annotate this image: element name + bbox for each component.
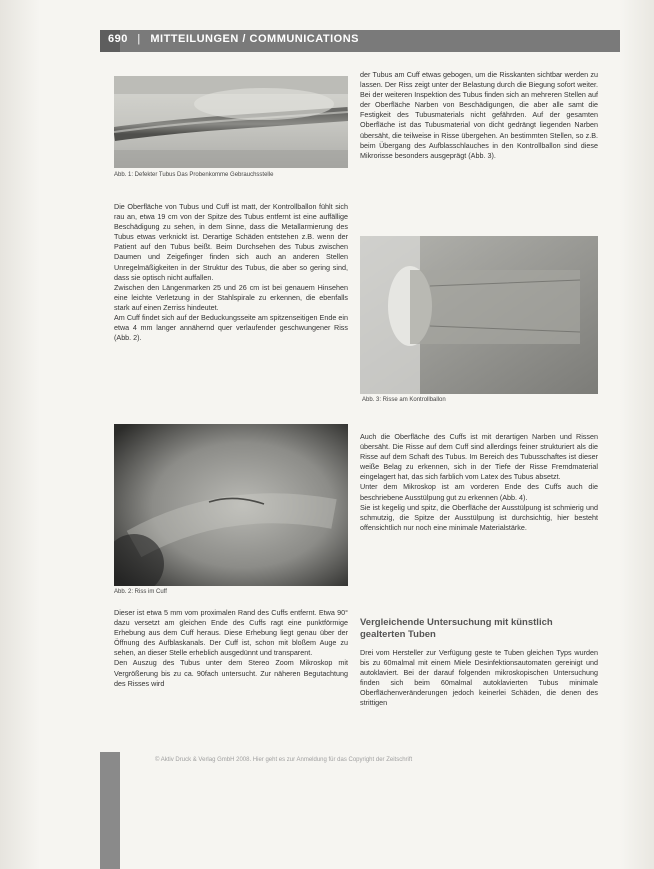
section-heading: Vergleichende Untersuchung mit künstlich gealterten Tuben	[360, 617, 553, 640]
page-number: 690	[108, 33, 128, 45]
section-name-en: COMMUNICATIONS	[249, 33, 359, 45]
right-column-body-final	[360, 648, 598, 709]
paragraph: Unter dem Mikroskop ist am vorderen Ende des Cuffs auch die beschriebene Ausstülpung gut zu erkennen (Abb. 4).	[360, 482, 598, 502]
left-column-body-continued	[114, 608, 348, 689]
right-column-body-continued	[360, 432, 598, 533]
header-separator: |	[137, 33, 141, 45]
figure-1-caption: Abb. 1: Defekter Tubus Das Probenkomme Gebrauchsstelle	[114, 172, 274, 178]
figure-3-caption: Abb. 3: Risse am Kontrollballon	[362, 397, 446, 403]
paragraph: Die Oberfläche von Tubus und Cuff ist matt, der Kontrollballon fühlt sich rau an, etwa 19 cm von der Spitze des Tubus entfernt ist eine auffällige Beschädigung zu sehen, in dem Sinne, dass die Metallarmierung des Tubus etwas verknickt ist. Derartige Schäden entstehen z.B. wenn der Patient auf den Tubus beißt. Beim Durchsehen des Tubus zwischen Daumen und Zeigefinger finden sich auch an anderen Stellen Unregelmäßigkeiten in der Struktur des Tubus, die aber so gering sind, dass sie optisch nicht auffallen.	[114, 202, 348, 282]
copyright-footer: © Aktiv Druck & Verlag GmbH 2008. Hier geht es zur Anmeldung für das Copyright der Zeitschrift	[155, 757, 413, 763]
paragraph: Sie ist kegelig und spitz, die Oberfläche der Ausstülpung ist schmierig und schmutzig, die Spitze der Ausstülpung ist durchsichtig, hier besteht offensichtlich nur noch eine minimale Materialstärke.	[360, 502, 598, 532]
figure-2-caption: Abb. 2: Riss im Cuff	[114, 589, 167, 595]
paragraph: Am Cuff findet sich auf der Beduckungsseite am spitzenseitigen Ende ein etwa 4 mm langer annähernd quer verlaufender geschwungener Riss (Abb. 2).	[114, 313, 348, 343]
paragraph: Drei vom Hersteller zur Verfügung geste te Tuben gleichen Typs wurden bis zu 60malmal mit einem Miele Desinfektionsautomaten gereinigt und autoklaviert. Bei der darauf folgenden mikroskopischen Untersuchung finden sich beim 60malmal autoklavierten Tubus minimale Oberflächenveränderungen jedoch keinerlei Schäden, die denen des strittigen	[360, 648, 598, 708]
paragraph: der Tubus am Cuff etwas gebogen, um die Risskanten sichtbar werden zu lassen. Der Riss zeigt unter der Belastung durch die Biegung sofort weiter. Bei der weiteren Inspektion des Tubus finden sich an mehreren Stellen auf der Oberfläche Narben von Beschädigungen, die aber alle samt die Festigkeit des Tubusmaterials nicht gefährden. Auf der gesamten Oberfläche ist das Tubusmaterial von dicht gedrängt liegenden Narben übersäht, die teilweise in Risse übergehen. An bestimmten Stellen, so z.B. beim Übergang des Aufblasschlauches in den Kontrollballon sind diese Mikrorisse besonders ausgeprägt (Abb. 3).	[360, 70, 598, 160]
right-column-body	[360, 70, 598, 161]
left-column-body	[114, 202, 348, 343]
figure-2-image	[114, 424, 348, 586]
paragraph: Auch die Oberfläche des Cuffs ist mit derartigen Narben und Rissen übersäht. Die Risse auf dem Cuff sind allerdings feiner strukturiert als die Risse auf dem Schaft des Tubus. Im Bereich des Tubusschaftes ist dieser weiße Belag zu erkennen, sich in der Tiefe der Risse Fremdmaterial eingelagert hat, das sich farblich vom Latex des Tubus absetzt.	[360, 432, 598, 482]
running-header: 690 | MITTEILUNGEN / COMMUNICATIONS	[108, 33, 359, 45]
section-name-de: MITTEILUNGEN	[150, 33, 239, 45]
page-margin-bar	[100, 752, 120, 869]
paragraph: Den Auszug des Tubus unter dem Stereo Zoom Mikroskop mit Vergrößerung bis zu ca. 90fach untersucht. Zur näheren Begutachtung des Risses wird	[114, 658, 348, 688]
paragraph: Zwischen den Längenmarken 25 und 26 cm ist bei genauem Hinsehen eine leichte Verletzung in der Stahlspirale zu erkennen, die ebenfalls stark auf einen Zerriss hindeutet.	[114, 282, 348, 312]
paragraph: Dieser ist etwa 5 mm vom proximalen Rand des Cuffs entfernt. Etwa 90° dazu versetzt am gleichen Ende des Cuffs ragt eine punktförmige Erhebung aus dem Cuff heraus. Diese Erhebung liegt genau über der Öffnung des Aufblaskanals. Der Cuff ist, schon mit bloßem Auge zu sehen, an dieser Stelle erheblich ausgedünnt und transparent.	[114, 608, 348, 658]
figure-3-image	[360, 236, 598, 394]
figure-1-image	[114, 76, 348, 168]
